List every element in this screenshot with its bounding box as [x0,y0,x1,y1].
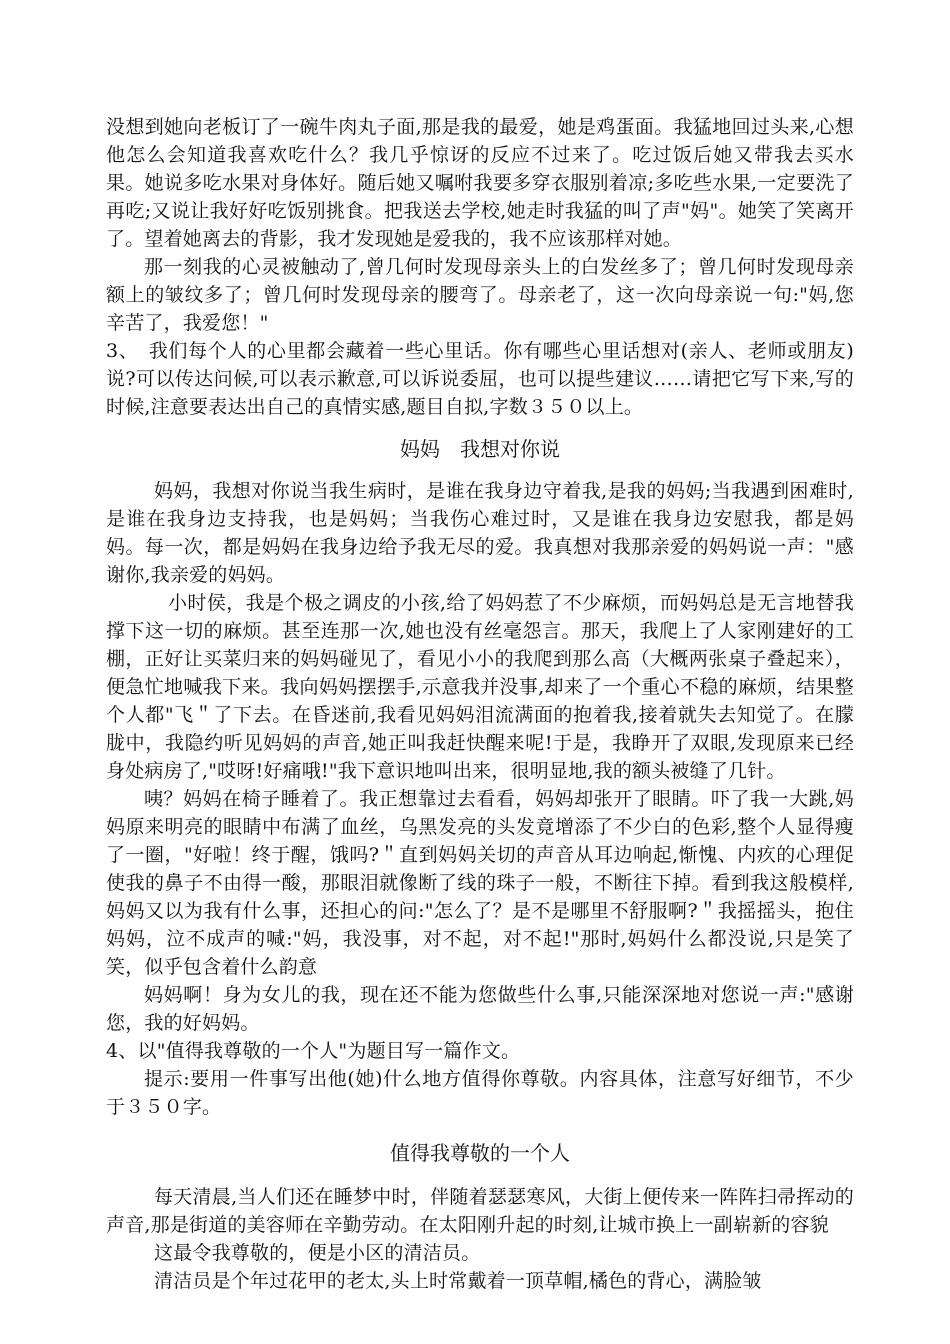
paragraph: 咦？妈妈在椅子睡着了。我正想靠过去看看，妈妈却张开了眼睛。吓了我一大跳,妈妈原来明亮的眼睛中布满了血丝，乌黑发亮的头发竟增添了不少白的色彩,整个人显得瘦了一圈，"好啦！终于醒，饿吗?＂直到妈妈关切的声音从耳边响起,惭愧、内疚的心理促使我的鼻子不由得一酸，那眼泪就像断了线的珠子一般，不断往下掉。看到我这般模样,妈妈又以为我有什么事，还担心的问:"怎么了？是不是哪里不舒服啊?＂我摇摇头，抱住妈妈，泣不成声的喊:"妈，我没事，对不起，对不起!"那时,妈妈什么都没说,只是笑了笑，似乎包含着什么韵意 [106,788,854,978]
document-page [106,113,854,1295]
essay-title-2: 值得我尊敬的一个人 [390,1141,570,1165]
question-3: 3、 我们每个人的心里都会藏着一些心里话。你有哪些心里话想对(亲人、老师或朋友)说?可以传达问候,可以表示歉意,可以诉说委屈，也可以提些建议……请把它写下来,写的时候,注意要表达出自己的真情实感,题目自拟,字数３５０以上。 [106,340,854,418]
paragraph: 清洁员是个年过花甲的老太,头上时常戴着一顶草帽,橘色的背心，满脸皱 [154,1270,762,1292]
question-4: 4、以"值得我尊敬的一个人"为题目写一篇作文。 [106,1040,521,1062]
paragraph: 那一刻我的心灵被触动了,曾几何时发现母亲头上的白发丝多了；曾几何时发现母亲额上的皱纹多了；曾几何时发现母亲的腰弯了。母亲老了，这一次向母亲说一句:"妈,您辛苦了，我爱您！" [106,256,854,334]
paragraph: 妈妈啊！身为女儿的我，现在还不能为您做些什么事,只能深深地对您说一声:"感谢您，我的好妈妈。 [106,984,854,1034]
paragraph: 妈妈，我想对你说当我生病时，是谁在我身边守着我,是我的妈妈;当我遇到困难时,是谁在我身边支持我，也是妈妈；当我伤心难过时，又是谁在我身边安慰我，都是妈妈。每一次，都是妈妈在我身边给予我无尽的爱。我真想对我那亲爱的妈妈说一声："感谢你,我亲爱的妈妈。 [106,480,854,586]
essay-title-1: 妈妈 我想对你说 [400,437,560,461]
question-4-hint: 提示:要用一件事写出他(她)什么地方值得你尊敬。内容具体，注意写好细节，不少于３５０字。 [106,1068,854,1118]
paragraph: 这最令我尊敬的，便是小区的清洁员。 [154,1242,481,1264]
paragraph: 没想到她向老板订了一碗牛肉丸子面,那是我的最爱，她是鸡蛋面。我猛地回过头来,心想他怎么会知道我喜欢吃什么？我几乎惊讶的反应不过来了。吃过饭后她又带我去买水果。她说多吃水果对身体好。随后她又嘱咐我要多穿衣服别着凉;多吃些水果,一定要洗了再吃;又说让我好好吃饭别挑食。把我送去学校,她走时我猛的叫了声"妈"。她笑了笑离开了。望着她离去的背影，我才发现她是爱我的，我不应该那样对她。 [106,116,854,250]
paragraph: 每天清晨,当人们还在睡梦中时，伴随着瑟瑟寒风，大街上便传来一阵阵扫帚挥动的声音,那是街道的美容师在辛勤劳动。在太阳刚升起的时刻,让城市换上一副崭新的容貌 [106,1186,854,1236]
paragraph: 小时侯，我是个极之调皮的小孩,给了妈妈惹了不少麻烦，而妈妈总是无言地替我撑下这一切的麻烦。甚至连那一次,她也没有丝毫怨言。那天，我爬上了人家刚建好的工棚，正好让买菜归来的妈妈碰见了，看见小小的我爬到那么高（大概两张桌子叠起来），便急忙地喊我下来。我向妈妈摆摆手,示意我并没事,却来了一个重心不稳的麻烦，结果整个人都"飞＂了下去。在昏迷前,我看见妈妈泪流满面的抱着我,接着就失去知觉了。在朦胧中，我隐约听见妈妈的声音,她正叫我赶快醒来呢!于是，我睁开了双眼,发现原来已经身处病房了,"哎呀!好痛哦!"我下意识地叫出来，很明显地,我的额头被缝了几针。 [106,592,854,782]
